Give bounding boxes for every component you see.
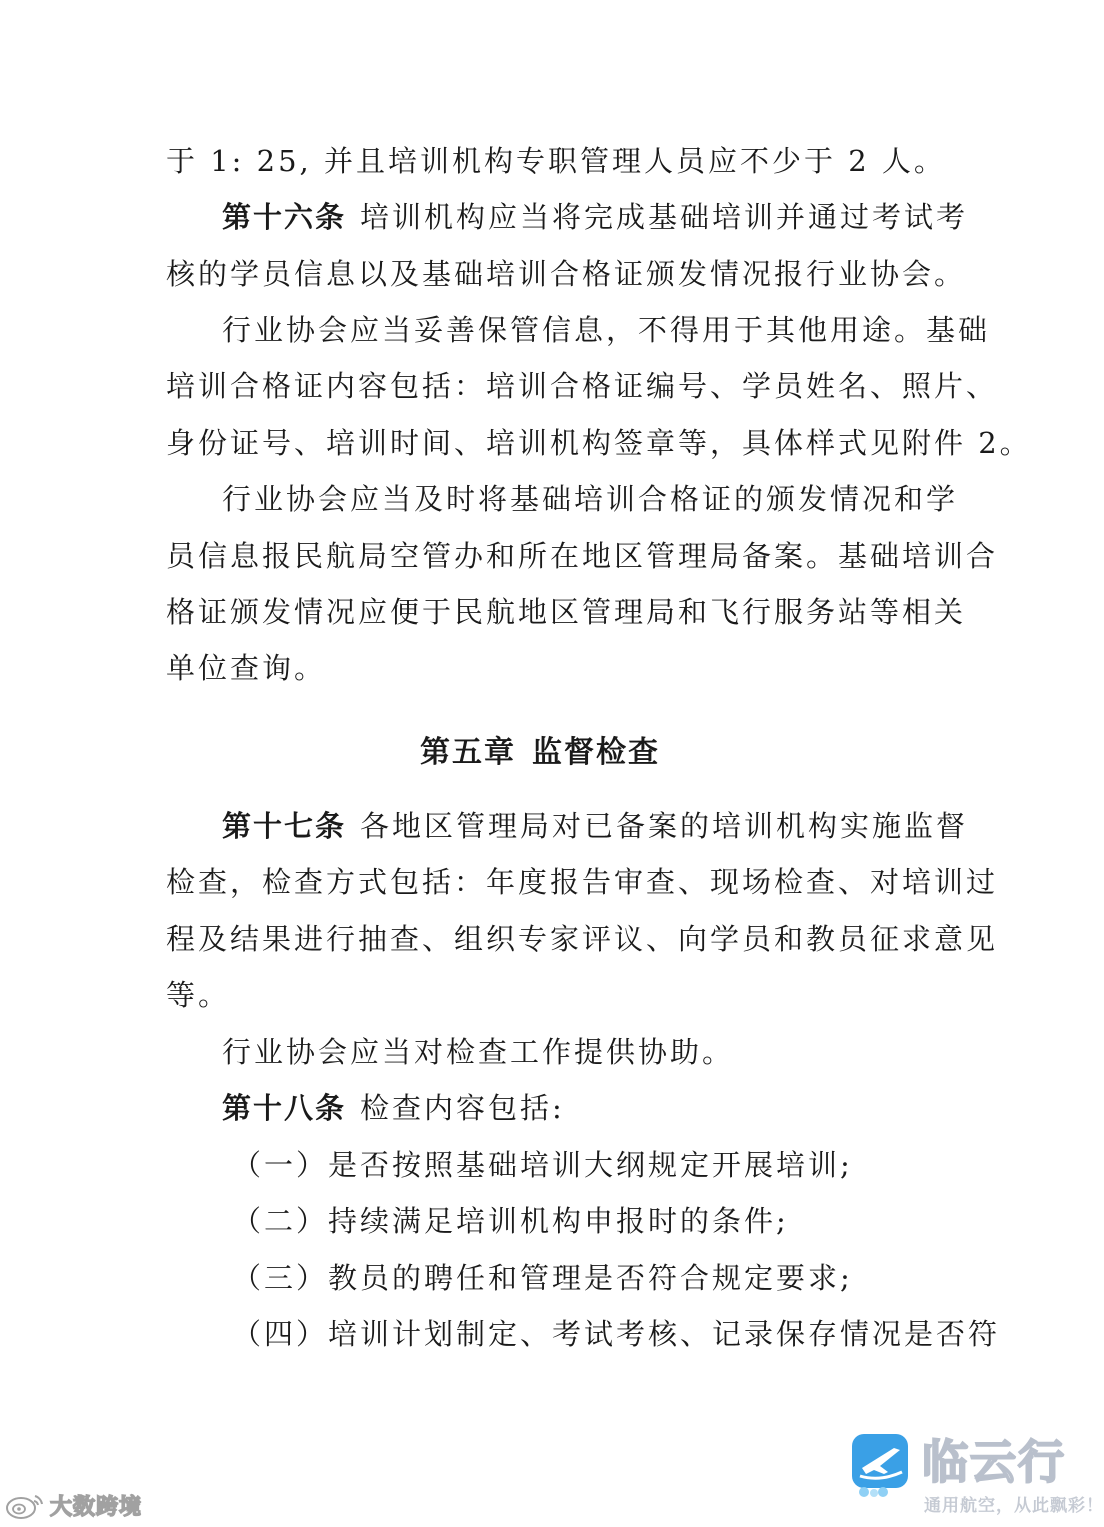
chapter-number: 第五章 [420,735,516,770]
article-17-title: 第十七条 [222,809,347,843]
chapter-heading [0,733,1080,773]
paragraph-line: 培训合格证内容包括：培训合格证编号、学员姓名、照片、 [166,369,999,403]
paragraph-line: 行业协会应当及时将基础培训合格证的颁发情况和学 [222,482,959,516]
paragraph-line: 行业协会应当对检查工作提供协助。 [222,1035,735,1069]
article-16-title: 第十六条 [222,200,347,234]
list-item: （四）培训计划制定、考试考核、记录保存情况是否符 [232,1317,1001,1351]
paragraph-line: 员信息报民航局空管办和所在地区管理局备案。基础培训合 [166,539,999,573]
article-16-line [222,197,969,237]
paragraph-line: 等。 [166,978,231,1012]
article-17-line [222,806,969,846]
list-item: （二）持续满足培训机构申报时的条件; [232,1204,789,1238]
watermark-left-text: 大数跨境 [50,1494,143,1520]
paragraph-line: 格证颁发情况应便于民航地区管理局和飞行服务站等相关 [166,595,967,629]
paragraph-line: 于 1: 25, 并且培训机构专职管理人员应不少于 2 人。 [166,144,946,178]
watermark-brand: 临云行 [922,1435,1066,1489]
article-16-text: 培训机构应当将完成基础培训并通过考试考 [360,200,969,234]
list-item: （一）是否按照基础培训大纲规定开展培训; [232,1148,853,1182]
paragraph-line: 身份证号、培训时间、培训机构签章等，具体样式见附件 2。 [166,426,1032,460]
chapter-title: 监督检查 [532,735,660,770]
paragraph-line: 程及结果进行抽查、组织专家评议、向学员和教员征求意见 [166,922,999,956]
paragraph-line: 行业协会应当妥善保管信息，不得用于其他用途。基础 [222,313,991,347]
paragraph-line: 单位查询。 [166,651,327,685]
watermark-left [4,1488,142,1522]
paragraph-line: 检查，检查方式包括：年度报告审查、现场检查、对培训过 [166,865,999,899]
list-item: （三）教员的聘任和管理是否符合规定要求; [232,1261,853,1295]
watermark-slogan: 通用航空，从此飘彩！ [924,1496,1104,1516]
article-18-text: 检查内容包括: [360,1091,565,1125]
watermark-right [850,1432,1104,1524]
weibo-icon [4,1490,46,1520]
article-17-text: 各地区管理局对已备案的培训机构实施监督 [360,809,969,843]
article-18-title: 第十八条 [222,1091,347,1125]
article-18-line [222,1088,922,1128]
airplane-logo-icon [850,1432,912,1498]
paragraph-line: 核的学员信息以及基础培训合格证颁发情况报行业协会。 [166,257,967,291]
